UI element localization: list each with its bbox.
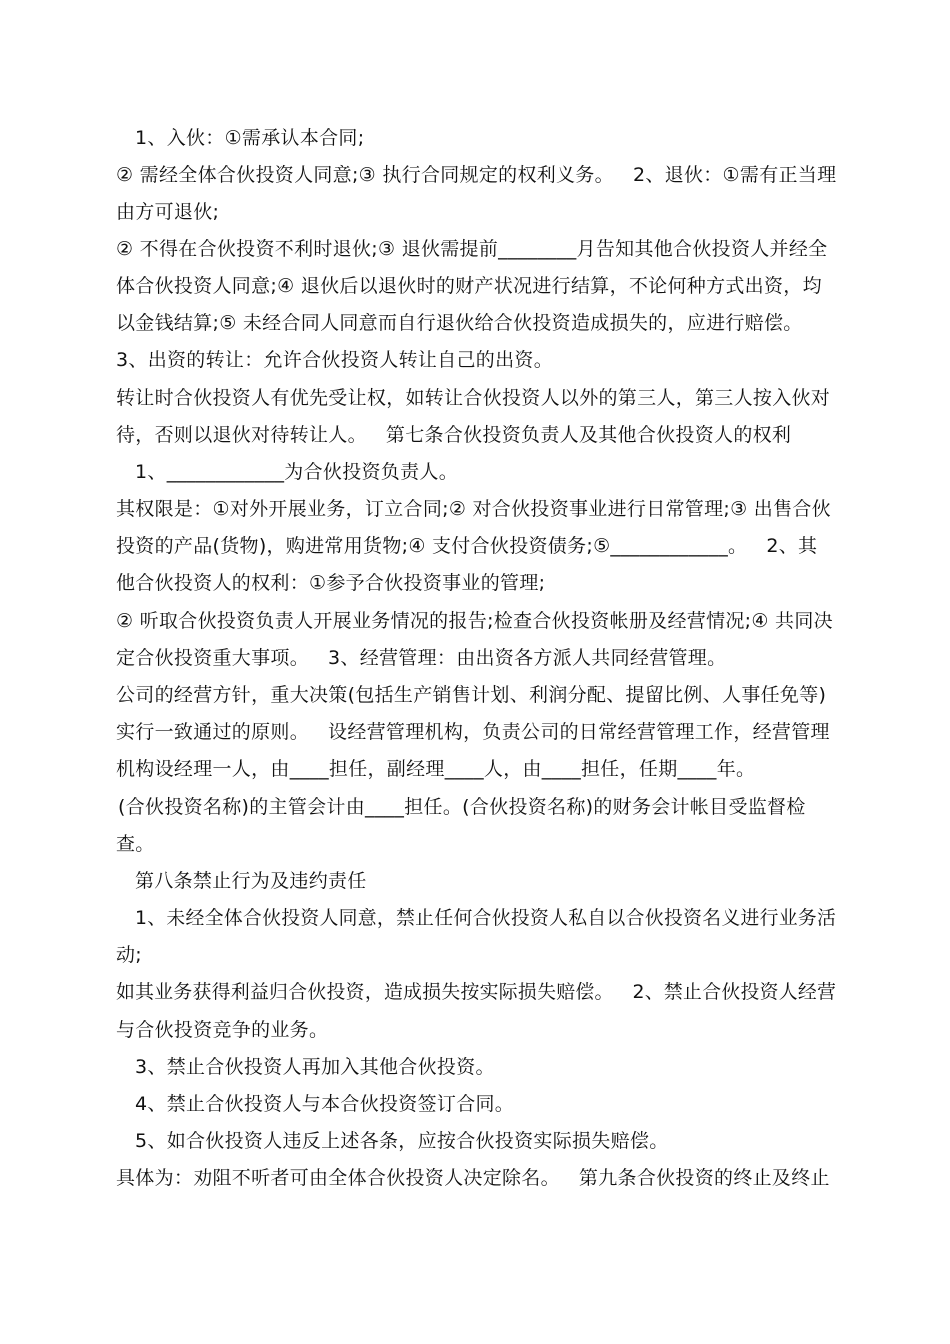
text-line: 由方可退伙; (116, 201, 220, 223)
text-line: 实行一致通过的原则。 设经营管理机构，负责公司的日常经营管理工作，经营管理 (116, 721, 830, 743)
text-line: 具体为：劝阻不听者可由全体合伙投资人决定除名。 第九条合伙投资的终止及终止 (116, 1167, 830, 1189)
text-line: 1、____________为合伙投资负责人。 (135, 461, 458, 483)
text-line: 以金钱结算;⑤ 未经合同人同意而自行退伙给合伙投资造成损失的，应进行赔偿。 (116, 312, 803, 334)
text-line: 查。 (116, 833, 155, 855)
text-line: 他合伙投资人的权利：①参予合伙投资事业的管理; (116, 572, 546, 594)
text-line: ② 听取合伙投资负责人开展业务情况的报告;检查合伙投资帐册及经营情况;④ 共同决 (116, 610, 833, 632)
text-line: 如其业务获得利益归合伙投资，造成损失按实际损失赔偿。 2、禁止合伙投资人经营 (116, 981, 837, 1003)
text-line: 1、入伙：①需承认本合同; (135, 127, 365, 149)
section-heading: 第八条禁止行为及违约责任 (135, 870, 367, 892)
text-line: ② 需经全体合伙投资人同意;③ 执行合同规定的权利义务。 2、退伙：①需有正当理 (116, 164, 837, 186)
text-line: 体合伙投资人同意;④ 退伙后以退伙时的财产状况进行结算，不论何种方式出资，均 (116, 275, 822, 297)
text-line: 转让时合伙投资人有优先受让权，如转让合伙投资人以外的第三人，第三人按入伙对 (116, 387, 831, 409)
text-line: 3、禁止合伙投资人再加入其他合伙投资。 (135, 1056, 495, 1078)
text-line: 动; (116, 944, 143, 966)
text-line: 公司的经营方针，重大决策(包括生产销售计划、利润分配、提留比例、人事任免等) (116, 684, 827, 706)
text-line: (合伙投资名称)的主管会计由____担任。(合伙投资名称)的财务会计帐目受监督检 (118, 796, 806, 818)
text-line: 4、禁止合伙投资人与本合伙投资签订合同。 (135, 1093, 515, 1115)
text-line: 与合伙投资竞争的业务。 (116, 1019, 329, 1041)
text-line: 机构设经理一人，由____担任，副经理____人，由____担任，任期____年。 (116, 758, 756, 780)
text-line: 定合伙投资重大事项。 3、经营管理：由出资各方派人共同经营管理。 (116, 647, 727, 669)
text-line: 其权限是：①对外开展业务，订立合同;② 对合伙投资事业进行日常管理;③ 出售合伙 (116, 498, 831, 520)
text-line: ② 不得在合伙投资不利时退伙;③ 退伙需提前________月告知其他合伙投资人并经全 (116, 238, 828, 260)
text-line: 5、如合伙投资人违反上述各条，应按合伙投资实际损失赔偿。 (135, 1130, 669, 1152)
text-line: 3、出资的转让：允许合伙投资人转让自己的出资。 (116, 349, 553, 371)
text-line: 投资的产品(货物)，购进常用货物;④ 支付合伙投资债务;⑤____________。 2、其 (116, 535, 818, 557)
text-line: 1、未经全体合伙投资人同意，禁止任何合伙投资人私自以合伙投资名义进行业务活 (135, 907, 837, 929)
text-line: 待，否则以退伙对待转让人。 第七条合伙投资负责人及其他合伙投资人的权利 (116, 424, 792, 446)
